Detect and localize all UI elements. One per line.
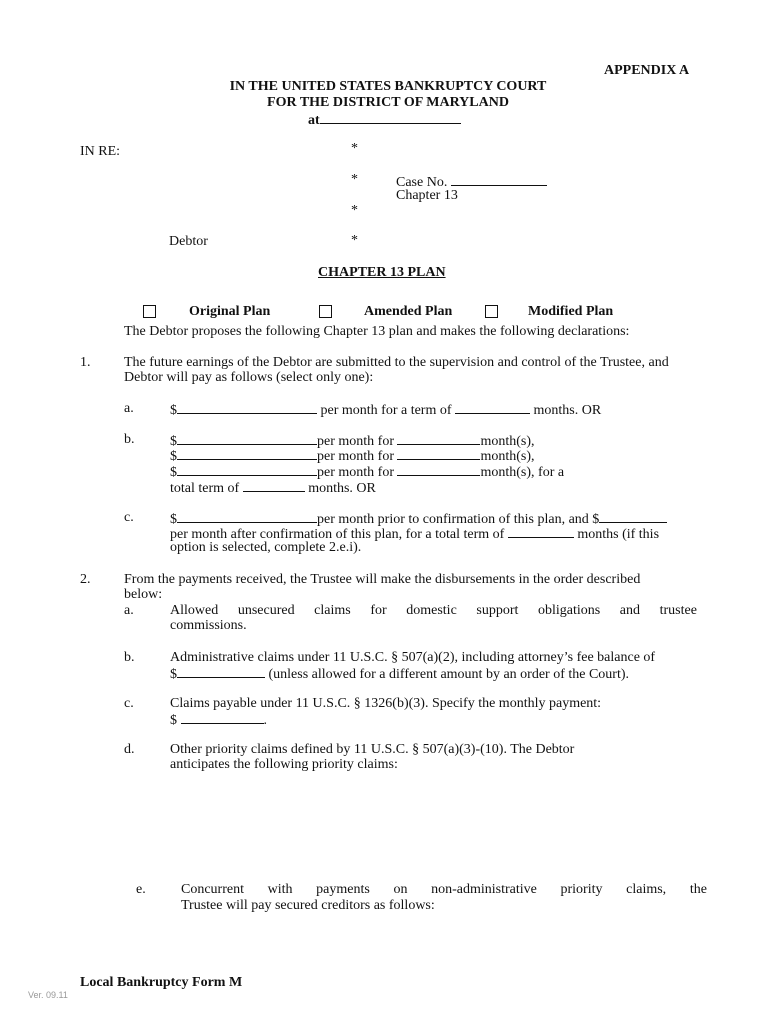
months-text: month(s), bbox=[480, 434, 535, 449]
item-2c-line-1: Claims payable under 11 U.S.C. § 1326(b)(3). Specify the monthly payment: bbox=[170, 696, 602, 711]
modified-plan-label: Modified Plan bbox=[528, 304, 614, 319]
option-a-amount-blank[interactable] bbox=[177, 401, 317, 414]
item-2a-line-1 bbox=[170, 603, 697, 619]
item-2c-label: c. bbox=[124, 696, 134, 711]
item-2b-label: b. bbox=[124, 650, 135, 665]
form-name: Local Bankruptcy Form M bbox=[80, 975, 243, 990]
word: for bbox=[370, 603, 387, 618]
word: payments bbox=[316, 882, 370, 897]
section-1-number: 1. bbox=[80, 355, 91, 370]
item-2e-line-1 bbox=[181, 882, 707, 898]
item-2d-line-2: anticipates the following priority claims: bbox=[170, 757, 398, 772]
option-c-post-amount-blank[interactable] bbox=[599, 510, 667, 523]
word: priority bbox=[560, 882, 603, 897]
version-label: Ver. 09.11 bbox=[28, 990, 68, 1000]
word: trustee bbox=[659, 603, 697, 618]
item-2a-line-2: commissions. bbox=[170, 618, 247, 633]
option-a-text bbox=[170, 401, 601, 419]
section-1-text: The future earnings of the Debtor are submitted to the supervision and control of the Trustee, and bbox=[124, 355, 669, 370]
option-b-amount-blank[interactable] bbox=[177, 447, 317, 460]
dollar-sign: $ bbox=[170, 465, 177, 480]
item-2c-line-2 bbox=[170, 711, 267, 729]
option-b-amount-blank[interactable] bbox=[177, 463, 317, 476]
caption-star: * bbox=[351, 233, 358, 248]
word: domestic bbox=[406, 603, 457, 618]
total-term-of: total term of bbox=[170, 481, 240, 496]
option-b-amount-blank[interactable] bbox=[177, 432, 317, 445]
dollar-sign: $ bbox=[170, 403, 177, 418]
option-b-total-term-blank[interactable] bbox=[243, 479, 305, 492]
option-b-months-blank[interactable] bbox=[397, 463, 480, 476]
per-month-for: per month for bbox=[317, 465, 394, 480]
word: and bbox=[619, 603, 641, 618]
option-c-text: per month after confirmation of this plan, for a total term of bbox=[170, 527, 505, 542]
word: non-administrative bbox=[431, 882, 537, 897]
at-label: at bbox=[308, 113, 320, 128]
word: support bbox=[476, 603, 519, 618]
item-2d-line-1: Other priority claims defined by 11 U.S.C. § 507(a)(3)-(10). The Debtor bbox=[170, 742, 575, 757]
word: claims, bbox=[626, 882, 667, 897]
dollar-sign: $ bbox=[170, 667, 177, 682]
word: on bbox=[393, 882, 408, 897]
debtor-label: Debtor bbox=[169, 234, 208, 249]
dollar-sign: $ bbox=[170, 449, 177, 464]
months-text: month(s), bbox=[480, 449, 535, 464]
option-b-label: b. bbox=[124, 432, 135, 447]
amended-plan-label: Amended Plan bbox=[364, 304, 453, 319]
attorney-fee-blank[interactable] bbox=[177, 665, 265, 678]
word: the bbox=[689, 882, 707, 897]
option-c-row-3: option is selected, complete 2.e.i). bbox=[170, 540, 362, 555]
appendix-label: APPENDIX A bbox=[604, 63, 690, 78]
word: Concurrent bbox=[181, 882, 244, 897]
section-2-text: below: bbox=[124, 587, 163, 602]
chapter-label: Chapter 13 bbox=[396, 188, 458, 203]
option-a-label: a. bbox=[124, 401, 134, 416]
option-a-term-blank[interactable] bbox=[455, 401, 530, 414]
intro-text: The Debtor proposes the following Chapter 13 plan and makes the following declarations: bbox=[124, 324, 630, 339]
dollar-sign: $ bbox=[170, 713, 177, 728]
option-c-label: c. bbox=[124, 510, 134, 525]
amended-plan-checkbox[interactable] bbox=[319, 305, 332, 322]
location-blank[interactable] bbox=[320, 111, 461, 124]
court-district: FOR THE DISTRICT OF MARYLAND bbox=[267, 95, 509, 110]
modified-plan-checkbox[interactable] bbox=[485, 305, 498, 322]
option-b-months-blank[interactable] bbox=[397, 447, 480, 460]
item-2e-line-2: Trustee will pay secured creditors as follows: bbox=[181, 898, 435, 913]
item-2b-line-2 bbox=[170, 665, 629, 683]
court-name: IN THE UNITED STATES BANKRUPTCY COURT bbox=[229, 79, 547, 94]
caption-star: * bbox=[351, 141, 358, 156]
word: claims bbox=[314, 603, 351, 618]
option-c-text: months (if this bbox=[577, 527, 660, 542]
section-2-text: From the payments received, the Trustee will make the disbursements in the order described bbox=[124, 572, 641, 587]
monthly-payment-blank[interactable] bbox=[181, 711, 264, 724]
word: obligations bbox=[537, 603, 601, 618]
option-a-mid: per month for a term of bbox=[320, 403, 452, 418]
section-2-number: 2. bbox=[80, 572, 91, 587]
caption-star: * bbox=[351, 172, 358, 187]
item-2b-line-1: Administrative claims under 11 U.S.C. § 507(a)(2), including attorney’s fee balance of bbox=[170, 650, 656, 665]
case-no-blank[interactable] bbox=[451, 173, 547, 186]
word: with bbox=[267, 882, 293, 897]
months-text: month(s), for a bbox=[480, 465, 565, 480]
original-plan-checkbox[interactable] bbox=[143, 305, 156, 322]
per-month-for: per month for bbox=[317, 434, 394, 449]
item-2b-text: (unless allowed for a different amount by an order of the Court). bbox=[268, 667, 630, 682]
item-2d-label: d. bbox=[124, 742, 135, 757]
item-2a-label: a. bbox=[124, 603, 134, 618]
case-no-label: Case No. bbox=[396, 175, 448, 190]
word: Allowed bbox=[170, 603, 219, 618]
court-location bbox=[308, 111, 461, 129]
dollar-sign: $ bbox=[170, 434, 177, 449]
period: . bbox=[263, 713, 267, 728]
option-b-row-4 bbox=[170, 479, 376, 497]
section-1-text: Debtor will pay as follows (select only one): bbox=[124, 370, 374, 385]
item-2e-label: e. bbox=[136, 882, 146, 897]
option-a-end: months. OR bbox=[533, 403, 602, 418]
original-plan-label: Original Plan bbox=[189, 304, 271, 319]
option-b-end: months. OR bbox=[308, 481, 376, 496]
in-re-label: IN RE: bbox=[80, 144, 121, 159]
per-month-for: per month for bbox=[317, 449, 394, 464]
option-c-total-term-blank[interactable] bbox=[508, 525, 574, 538]
dollar-sign: $ bbox=[170, 512, 177, 527]
word: unsecured bbox=[237, 603, 295, 618]
option-b-months-blank[interactable] bbox=[397, 432, 480, 445]
caption-star: * bbox=[351, 203, 358, 218]
option-c-text: per month prior to confirmation of this plan, and $ bbox=[317, 512, 600, 527]
option-c-pre-amount-blank[interactable] bbox=[177, 510, 317, 523]
plan-title: CHAPTER 13 PLAN bbox=[318, 265, 446, 280]
